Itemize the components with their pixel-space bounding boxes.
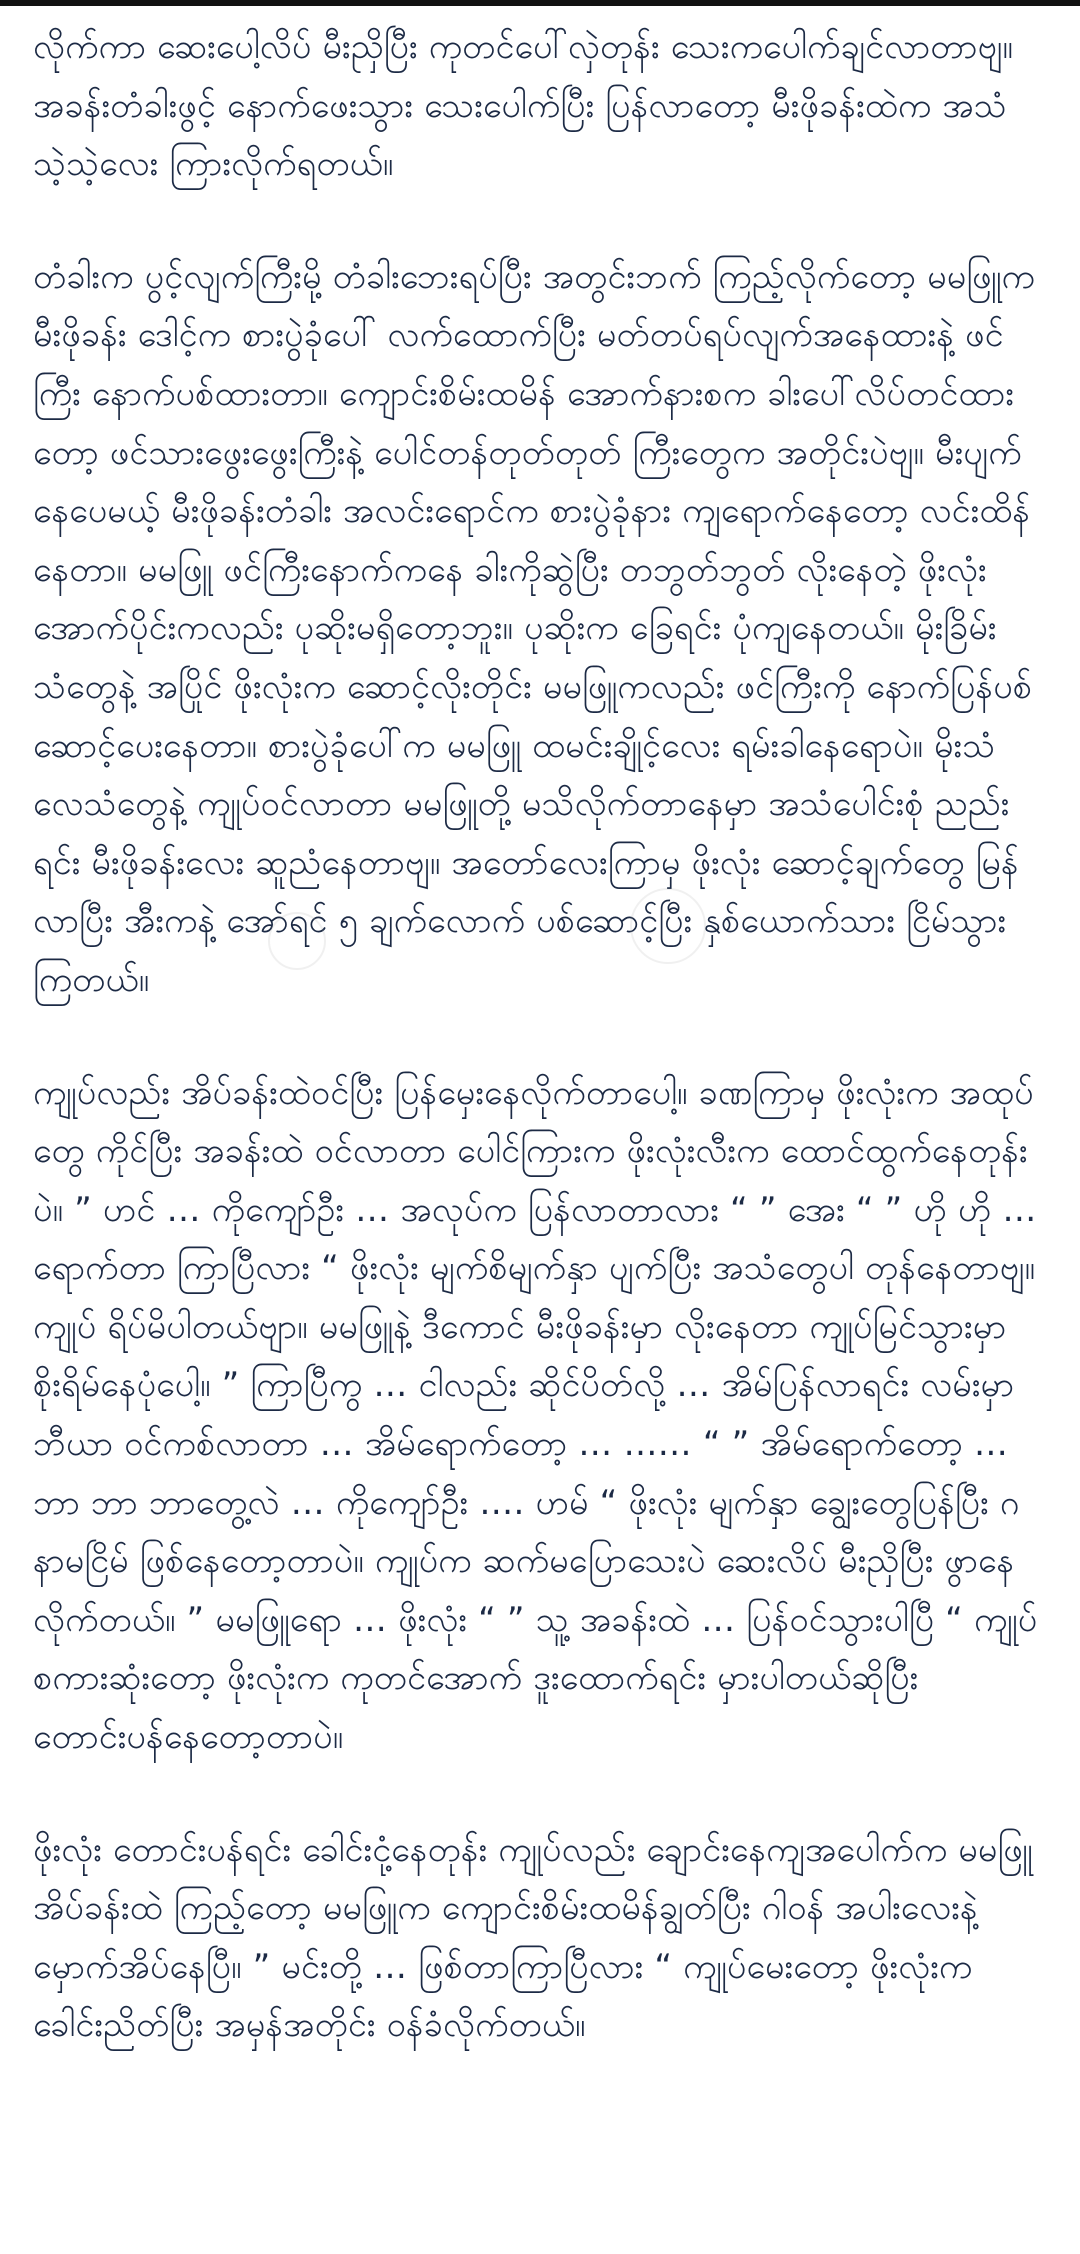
- top-edge-strip: [0, 0, 1080, 6]
- story-paragraph-3: ကျုပ်လည်း အိပ်ခန်းထဲဝင်ပြီး ပြန်မှေးနေလိုက်တာပေါ့။ ခဏကြာမှ ဖိုးလုံးက အထုပ်တွေ ကိုင်ပြီး အခန်းထဲ ဝင်လာတာ ပေါင်ကြားက ဖိုးလုံးလီးက ထောင်ထွက်နေတုန်းပဲ။ ” ဟင် … ကိုကျော်ဦး … အလုပ်က ပြန်လာတာလား “ ” အေး “ ” ဟို ဟို … ရောက်တာ ကြာပြီလား “ ဖိုးလုံး မျက်စိမျက်နှာ ပျက်ပြီး အသံတွေပါ တုန်နေတာဗျ။ ကျုပ် ရိပ်မိပါတယ်ဗျာ။ မမဖြူနဲ့ ဒီကောင် မီးဖိုခန်းမှာ လိုးနေတာ ကျုပ်မြင်သွားမှာ စိုးရိမ်နေပုံပေါ့။ ” ကြာပြီကွ … ငါလည်း ဆိုင်ပိတ်လို့ … အိမ်ပြန်လာရင်း လမ်းမှာ ဘီယာ ဝင်ကစ်လာတာ … အိမ်ရောက်တော့ … …… “ ” အိမ်ရောက်တော့ … ဘာ ဘာ ဘာတွေ့လဲ … ကိုကျော်ဦး …. ဟမ် “ ဖိုးလုံး မျက်နှာ ချွေးတွေပြန်ပြီး ဂနာမငြိမ် ဖြစ်နေတော့တာပဲ။ ကျုပ်က ဆက်မပြောသေးပဲ ဆေးလိပ် မီးညှိပြီး ဖွာနေလိုက်တယ်။ ” မမဖြူရော … ဖိုးလုံး “ ” သူ့ အခန်းထဲ … ပြန်ဝင်သွားပါပြီ “ ကျုပ် စကားဆုံးတော့ ဖိုးလုံးက ကုတင်အောက် ဒူးထောက်ရင်း မှားပါတယ်ဆိုပြီး တောင်းပန်နေတော့တာပဲ။: [33, 1072, 1038, 1758]
- story-paragraph-1: လိုက်ကာ ဆေးပေါ့လိပ် မီးညှိပြီး ကုတင်ပေါ်လှဲတုန်း သေးကပေါက်ချင်လာတာဗျ။ အခန်းတံခါးဖွင့် နောက်ဖေးသွား သေးပေါက်ပြီး ပြန်လာတော့ မီးဖိုခန်းထဲက အသံ သဲ့သဲ့လေး ကြားလိုက်ရတယ်။: [33, 27, 1014, 185]
- story-paragraph-4: ဖိုးလုံး တောင်းပန်ရင်း ခေါင်းငုံ့နေတုန်း ကျုပ်လည်း ချောင်းနေကျအပေါက်က မမဖြူအိပ်ခန်းထဲ ကြည့်တော့ မမဖြူက ကျောင်းစိမ်းထမိန်ချွတ်ပြီး ဂါဝန် အပါးလေးနဲ့ မှောက်အိပ်နေပြီ။ ” မင်းတို့ … ဖြစ်တာကြာပြီလား “ ကျုပ်မေးတော့ ဖိုးလုံးက ခေါင်းညိတ်ပြီး အမှန်အတိုင်း ဝန်ခံလိုက်တယ်။: [33, 1829, 1033, 2046]
- story-paragraph-2: တံခါးက ပွင့်လျက်ကြီးမို့ တံခါးဘေးရပ်ပြီး အတွင်းဘက် ကြည့်လိုက်တော့ မမဖြူက မီးဖိုခန်း ဒေါင့်က စားပွဲခုံပေါ် လက်ထောက်ပြီး မတ်တပ်ရပ်လျက်အနေထားနဲ့ ဖင်ကြီး နောက်ပစ်ထားတာ။ ကျောင်းစိမ်းထမိန် အောက်နားစက ခါးပေါ်လိပ်တင်ထားတော့ ဖင်သားဖွေးဖွေးကြီးနဲ့ ပေါင်တန်တုတ်တုတ် ကြီးတွေက အတိုင်းပဲဗျ။ မီးပျက်နေပေမယ့် မီးဖိုခန်းတံခါး အလင်းရောင်က စားပွဲခုံနား ကျရောက်နေတော့ လင်းထိန်နေတာ။ မမဖြူ ဖင်ကြီးနောက်ကနေ ခါးကိုဆွဲပြီး တဘွတ်ဘွတ် လိုးနေတဲ့ ဖိုးလုံးအောက်ပိုင်းကလည်း ပုဆိုးမရှိတော့ဘူး။ ပုဆိုးက ခြေရင်း ပုံကျနေတယ်။ မိုးခြိမ်းသံတွေနဲ့ အပြိုင် ဖိုးလုံးက ဆောင့်လိုးတိုင်း မမဖြူကလည်း ဖင်ကြီးကို နောက်ပြန်ပစ်ဆောင့်ပေးနေတာ။ စားပွဲခုံပေါ်က မမဖြူ ထမင်းချိုင့်လေး ရမ်းခါနေရောပဲ။ မိုးသံလေသံတွေနဲ့ ကျုပ်ဝင်လာတာ မမဖြူတို့ မသိလိုက်တာနေမှာ အသံပေါင်းစုံ ညည်းရင်း မီးဖိုခန်းလေး ဆူညံနေတာဗျ။ အတော်လေးကြာမှ ဖိုးလုံး ဆောင့်ချက်တွေ မြန်လာပြီး အီးကနဲ့ အော်ရင် ၅ ချက်လောက် ပစ်ဆောင့်ပြီး နှစ်ယောက်သား ငြိမ်သွားကြတယ်။: [33, 256, 1035, 1000]
- story-text-body[interactable]: [33, 18, 1043, 2254]
